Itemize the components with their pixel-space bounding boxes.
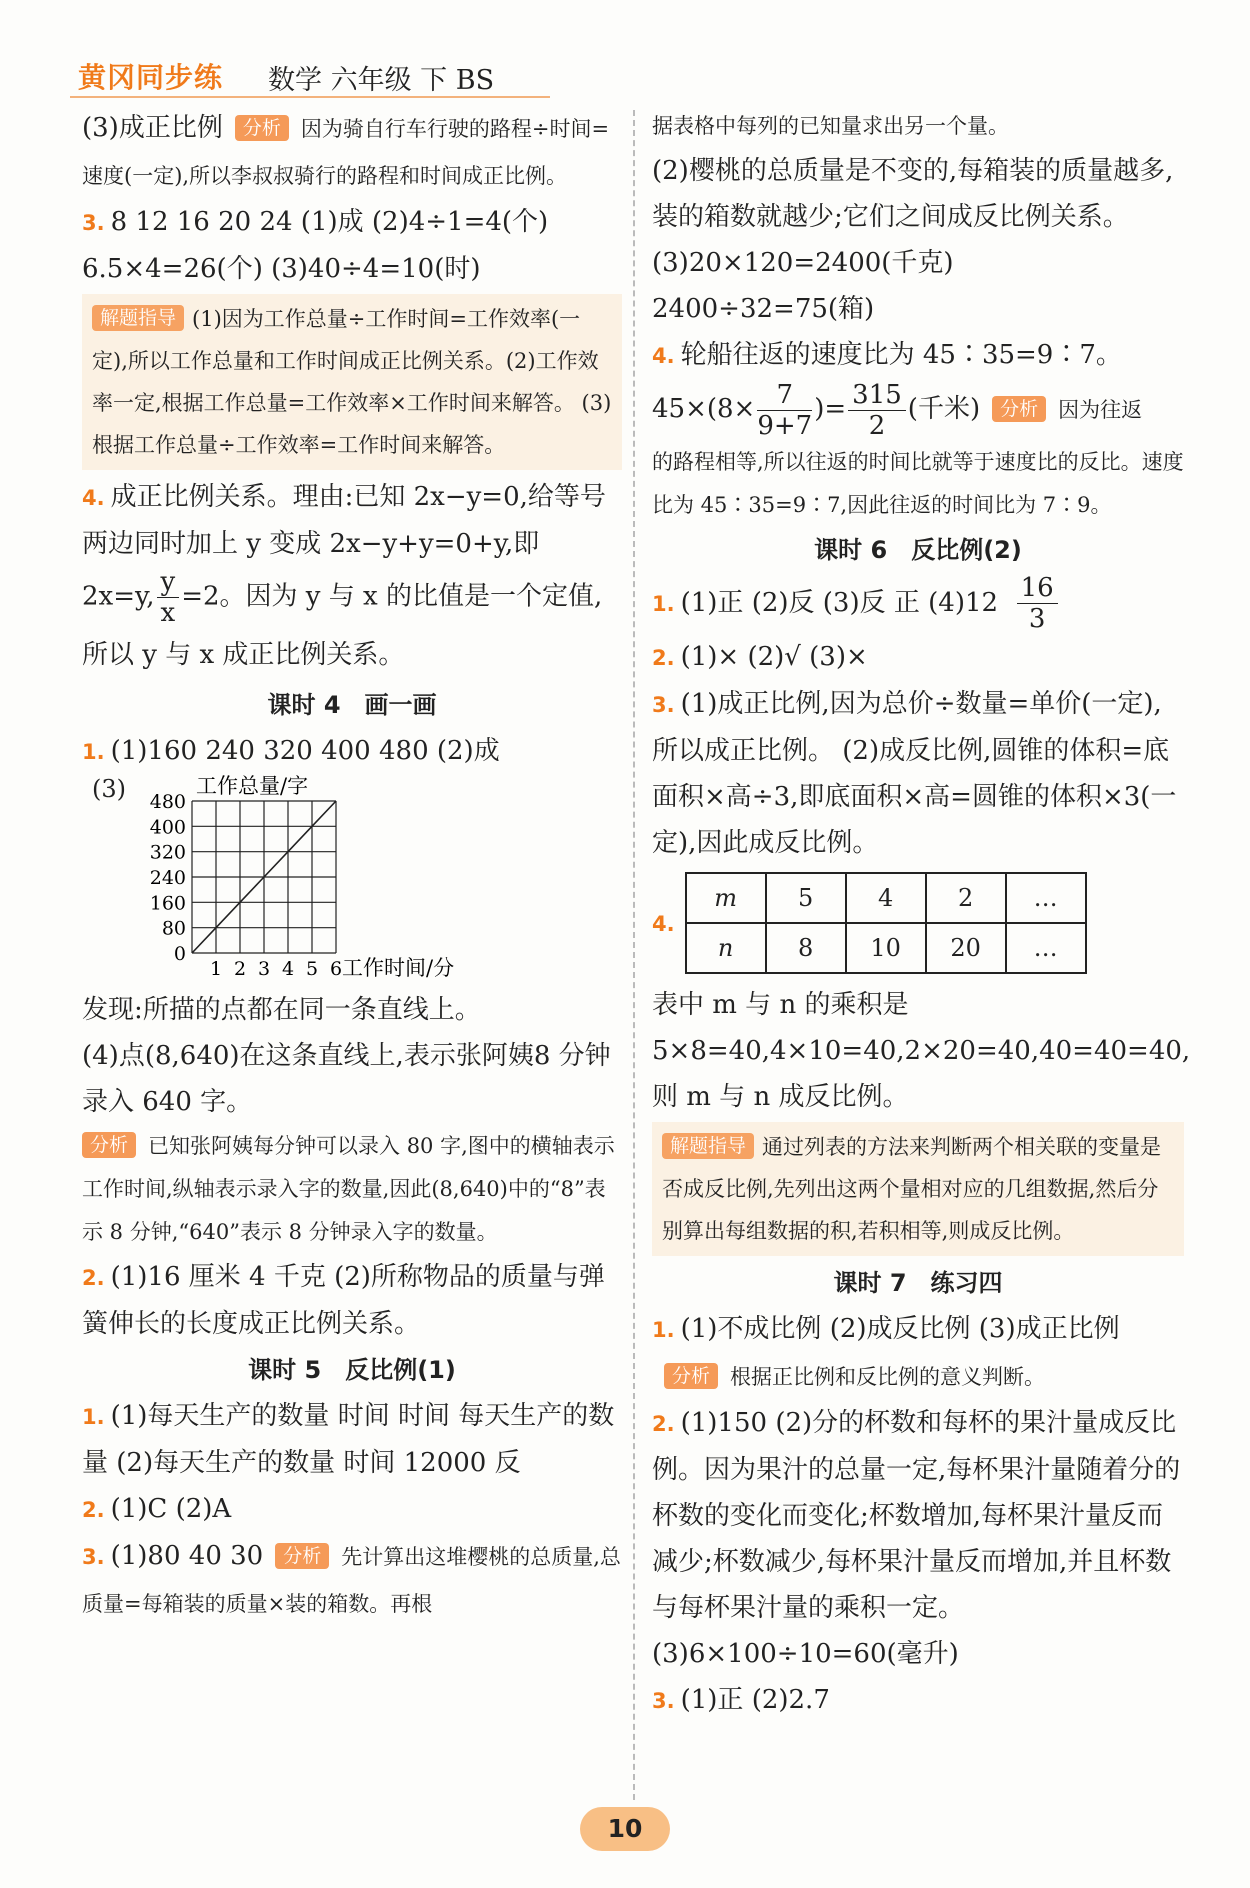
- lesson-title: 课时 5 反比例(1): [248, 1356, 456, 1384]
- equation-text: 45×(8×: [652, 394, 756, 424]
- analysis-continued: 据表格中每列的已知量求出另一个量。: [652, 114, 1009, 138]
- y-tick-label: 320: [149, 841, 186, 864]
- table-row: [686, 873, 1086, 923]
- answer-text: 8 12 16 20 24 (1)成 (2)4÷1=4(个) 6.5×4=26(个) (3)40÷4=10(时): [82, 207, 549, 284]
- fraction-denominator: x: [160, 598, 176, 628]
- subject-label: 数学 六年级 下 BS: [268, 65, 495, 96]
- question-number: 4.: [652, 912, 675, 936]
- fraction: [848, 380, 906, 441]
- question-number: 4.: [82, 486, 105, 510]
- answer-text: (1)成正比例,因为总价÷数量=单价(一定),所以成正比例。 (2)成反比例,圆锥的体积=底面积×高÷3,即底面积×高=圆锥的体积×3(一定),因此成反比例。: [652, 689, 1177, 858]
- y-tick-label: 160: [149, 892, 186, 915]
- answer-text: (1)16 厘米 4 千克 (2)所称物品的质量与弹簧伸长的长度成正比例关系。: [82, 1262, 605, 1339]
- x-tick-label: 1: [209, 958, 223, 980]
- fraction-denominator: 9+7: [757, 410, 813, 441]
- question-number: 3.: [82, 211, 105, 235]
- guide-note: [82, 294, 622, 470]
- fraction: [1017, 573, 1058, 634]
- answer-block: [652, 1677, 1184, 1724]
- question-number: 1.: [652, 1318, 675, 1342]
- lesson-title: 课时 4 画一画: [267, 691, 437, 719]
- discovery-text: 发现:所描的点都在同一条直线上。: [82, 995, 481, 1025]
- answer-block: [82, 567, 622, 682]
- header-divider: [70, 96, 550, 98]
- answer-text: (1)150 (2)分的杯数和每杯的果汁量成反比例。因为果汁的总量一定,每杯果汁量随着分的杯数的变化而变化;杯数增加,每杯果汁量反而减少;杯数减少,每杯果汁量反而增加,并且杯数与每杯果汁量的乘积一定。 (3)6×100÷10=60(毫升): [652, 1408, 1181, 1669]
- y-axis-label: 工作总量/字: [196, 775, 309, 798]
- answer-text: 成正比例关系。理由:已知 2x−y=0,给等号两边同时加上 y 变成 2x−y+y=0+y,即: [82, 482, 606, 559]
- x-tick-label: 2: [233, 958, 247, 980]
- equation-text: (千米): [907, 394, 981, 424]
- fraction: [157, 567, 180, 628]
- answer-block: [82, 105, 622, 199]
- answer-text: (1)× (2)√ (3)×: [680, 642, 868, 672]
- question-number: 2.: [82, 1498, 105, 1522]
- lesson-title: 课时 6 反比例(2): [814, 535, 1022, 564]
- answer-text: (1)正 (2)反 (3)反 正 (4)12: [680, 587, 999, 618]
- analysis-tag: 分析: [664, 1363, 718, 1389]
- answer-block: [652, 573, 1184, 635]
- answer-text: (3)成正比例: [82, 113, 223, 143]
- guide-tag: 解题指导: [662, 1133, 754, 1159]
- answer-text: (1)C (2)A: [110, 1494, 232, 1524]
- answer-block: [82, 474, 622, 567]
- question-number: 3.: [652, 693, 675, 717]
- lesson-title: 课时 7 练习四: [833, 1269, 1003, 1297]
- analysis-note: 先计算出这堆樱桃的总质量,总质量=每箱装的质量×装的箱数。再根: [82, 1545, 621, 1616]
- page-header: [70, 56, 550, 96]
- answer-block: [82, 1393, 622, 1486]
- y-tick-label: 480: [149, 791, 186, 813]
- fraction: [757, 380, 812, 441]
- question-number: 2.: [82, 1266, 105, 1290]
- answer-text: (2)樱桃的总质量是不变的,每箱装的质量越多,装的箱数就越少;它们之间成反比例关系。 (3)20×120=2400(千克) 2400÷32=75(箱): [652, 156, 1174, 324]
- fraction-numerator: 16: [1017, 573, 1058, 604]
- question-number: 2.: [652, 1412, 675, 1436]
- y-tick-label: 400: [149, 816, 186, 839]
- question-number: 2.: [652, 646, 675, 670]
- analysis-block: [82, 1125, 622, 1254]
- table-cell: 4: [846, 873, 926, 923]
- answer-text: (1)不成比例 (2)成反比例 (3)成正比例: [680, 1314, 1120, 1344]
- answer-text: (1)160 240 320 400 480 (2)成: [110, 736, 500, 766]
- equation-text: )=: [814, 394, 847, 424]
- equation-block: [652, 379, 1184, 441]
- answer-block: [652, 681, 1184, 866]
- analysis-note: 已知张阿姨每分钟可以录入 80 字,图中的横轴表示工作时间,纵轴表示录入字的数量,因此(8,640)中的“8”表示 8 分钟,“640”表示 8 分钟录入字的数量。: [82, 1134, 615, 1244]
- guide-text: (1)因为工作总量÷工作时间=工作效率(一定),所以工作总量和工作时间成正比例关系。(2)工作效率一定,根据工作总量=工作效率×工作时间来解答。 (3)根据工作总量÷工作效率=工作时间来解答。: [92, 307, 612, 457]
- answer-block: [652, 1306, 1184, 1400]
- answer-text: =2。因为 y 与 x 的比值是一个定值,所以 y 与 x 成正比例关系。: [82, 581, 603, 670]
- chart-part-label: (3): [92, 775, 126, 803]
- answer-text: (1)正 (2)2.7: [680, 1685, 830, 1715]
- table-cell: n: [686, 923, 766, 973]
- x-tick-label: 5: [305, 958, 319, 980]
- question-number: 1.: [82, 1405, 105, 1429]
- answer-text: (1)80 40 30: [110, 1541, 264, 1571]
- answer-block: [82, 1254, 622, 1347]
- question-number: 3.: [652, 1689, 675, 1713]
- left-column: [82, 105, 622, 1627]
- answer-block: [82, 199, 622, 292]
- answer-block: [652, 332, 1184, 379]
- fraction-denominator: 3: [1028, 604, 1046, 634]
- analysis-tag: 分析: [235, 115, 289, 141]
- equation-text: 2x=y,: [82, 581, 155, 612]
- column-divider: [633, 110, 635, 1800]
- table-row: [686, 923, 1086, 973]
- y-tick-label: 0: [173, 943, 186, 965]
- table-cell: 5: [766, 873, 846, 923]
- y-tick-label: 240: [149, 867, 186, 889]
- answer-block: [82, 1533, 622, 1627]
- answer-text: (1)每天生产的数量 时间 时间 每天生产的数量 (2)每天生产的数量 时间 12000 反: [82, 1401, 615, 1478]
- table-cell: …: [1006, 873, 1086, 923]
- guide-text: 通过列表的方法来判断两个相关联的变量是否成反比例,先列出这两个量相对应的几组数据,然后分别算出每组数据的积,若积相等,则成反比例。: [662, 1135, 1162, 1243]
- fraction-numerator: y: [157, 567, 180, 598]
- analysis-note: 根据正比例和反比例的意义判断。: [730, 1365, 1046, 1389]
- answer-text: 表中 m 与 n 的乘积是 5×8=40,4×10=40,2×20=40,40=40=40,则 m 与 n 成反比例。: [652, 990, 1191, 1112]
- table-cell: …: [1006, 923, 1086, 973]
- analysis-tag: 分析: [82, 1132, 136, 1158]
- question-number: 4.: [652, 344, 675, 368]
- x-tick-label: 6: [329, 958, 343, 980]
- table-cell: 8: [766, 923, 846, 973]
- answer-text: (4)点(8,640)在这条直线上,表示张阿姨8 分钟录入 640 字。: [82, 1041, 611, 1117]
- analysis-tag: 分析: [275, 1543, 329, 1569]
- line-chart: [124, 775, 554, 987]
- guide-note: [652, 1122, 1184, 1256]
- table-cell: 10: [846, 923, 926, 973]
- fraction-denominator: 2: [868, 410, 886, 441]
- analysis-tag: 分析: [992, 396, 1046, 422]
- table-cell: 20: [926, 923, 1006, 973]
- mn-data-table: [685, 872, 1087, 974]
- fraction-numerator: 315: [848, 380, 906, 411]
- answer-text: 轮船往返的速度比为 45∶35=9∶7。: [680, 340, 1122, 370]
- question-number: 3.: [82, 1545, 105, 1569]
- table-cell: 2: [926, 873, 1006, 923]
- guide-tag: 解题指导: [92, 305, 184, 331]
- answer-block: [652, 634, 1184, 681]
- answer-block: [652, 866, 1184, 982]
- answer-block: [652, 1400, 1184, 1677]
- table-cell: m: [686, 873, 766, 923]
- answer-block: [82, 1486, 622, 1533]
- analysis-note: 的路程相等,所以往返的时间比就等于速度比的反比。速度比为 45∶35=9∶7,因此往返的时间比为 7∶9。: [652, 449, 1184, 517]
- fraction-numerator: 7: [757, 380, 812, 411]
- x-tick-label: 4: [281, 958, 295, 980]
- right-column: [652, 105, 1191, 1724]
- answer-block: [82, 728, 622, 775]
- x-axis-label: 工作时间/分: [342, 956, 455, 980]
- analysis-note: 因为往返: [1058, 398, 1143, 422]
- chart-area: [88, 775, 622, 987]
- page-number: 10: [580, 1807, 670, 1851]
- y-tick-label: 80: [161, 917, 186, 940]
- x-tick-label: 3: [257, 958, 271, 980]
- question-number: 1.: [82, 740, 105, 764]
- brand-logo: 黄冈同步练: [78, 61, 224, 94]
- analysis-note: 因为骑自行车行驶的路程÷时间=速度(一定),所以李叔叔骑行的路程和时间成正比例。: [82, 117, 610, 188]
- question-number: 1.: [652, 591, 675, 616]
